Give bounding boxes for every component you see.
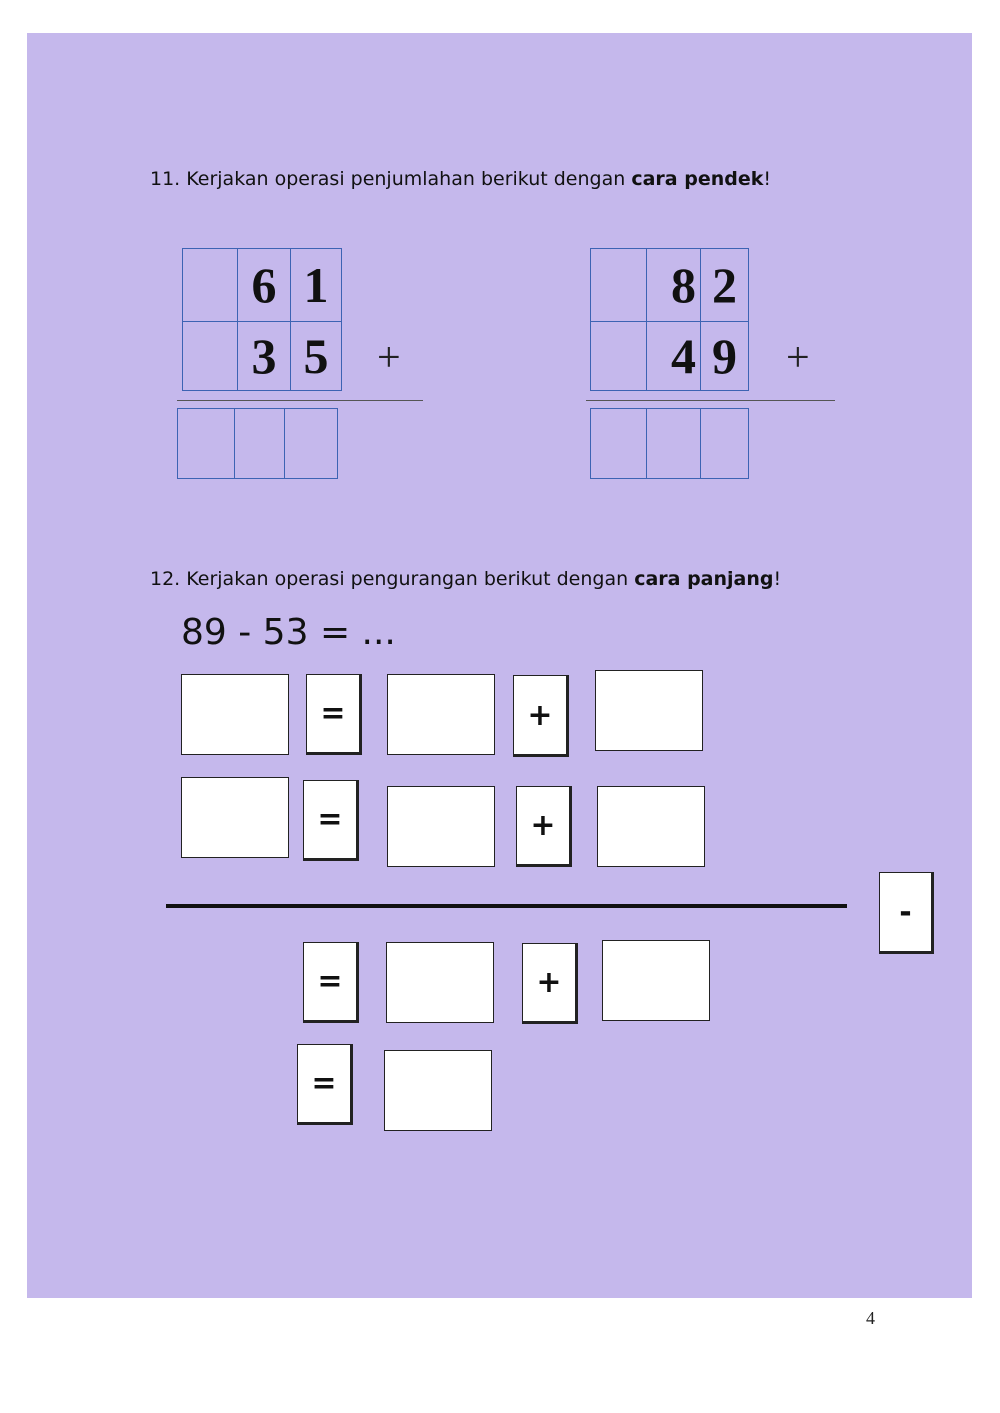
answer-cell[interactable]	[700, 408, 749, 479]
digit-cell	[590, 321, 647, 391]
answer-cell[interactable]	[177, 408, 235, 479]
digit-cell: 3	[237, 321, 291, 391]
answer-box[interactable]	[387, 786, 495, 867]
digit-cell: 9	[700, 321, 749, 391]
minus-box: -	[879, 872, 934, 954]
answer-box[interactable]	[181, 674, 289, 755]
equals-box: =	[306, 674, 362, 755]
answer-box[interactable]	[595, 670, 703, 751]
answer-box[interactable]	[181, 777, 289, 858]
equals-box: =	[297, 1044, 353, 1125]
digit-cell: 4	[646, 321, 701, 391]
digit-cell: 5	[290, 321, 342, 391]
plus-sign: +	[786, 335, 810, 381]
answer-cell[interactable]	[284, 408, 338, 479]
plus-box: +	[516, 786, 572, 867]
answer-cell[interactable]	[234, 408, 285, 479]
page-number: 4	[866, 1308, 875, 1328]
digit-cell	[182, 321, 238, 391]
question-12: 12. Kerjakan operasi pengurangan berikut dengan cara panjang!	[150, 568, 782, 590]
sum-line	[586, 400, 835, 401]
question-11: 11. Kerjakan operasi penjumlahan berikut dengan cara pendek!	[150, 168, 771, 190]
digit-cell	[182, 248, 238, 322]
subtraction-expression: 89 - 53 = ...	[181, 612, 396, 653]
equals-box: =	[303, 780, 359, 861]
digit-cell: 2	[700, 248, 749, 322]
plus-sign: +	[377, 335, 401, 381]
digit-cell: 6	[237, 248, 291, 322]
answer-box[interactable]	[597, 786, 705, 867]
answer-cell[interactable]	[646, 408, 701, 479]
digit-cell: 8	[646, 248, 701, 322]
plus-box: +	[513, 675, 569, 757]
worksheet-panel	[27, 33, 972, 1298]
answer-box[interactable]	[384, 1050, 492, 1131]
answer-box[interactable]	[387, 674, 495, 755]
subtraction-line	[166, 904, 847, 908]
plus-box: +	[522, 943, 578, 1024]
equals-box: =	[303, 942, 359, 1023]
sum-line	[177, 400, 423, 401]
answer-cell[interactable]	[590, 408, 647, 479]
digit-cell: 1	[290, 248, 342, 322]
answer-box[interactable]	[386, 942, 494, 1023]
answer-box[interactable]	[602, 940, 710, 1021]
digit-cell	[590, 248, 647, 322]
